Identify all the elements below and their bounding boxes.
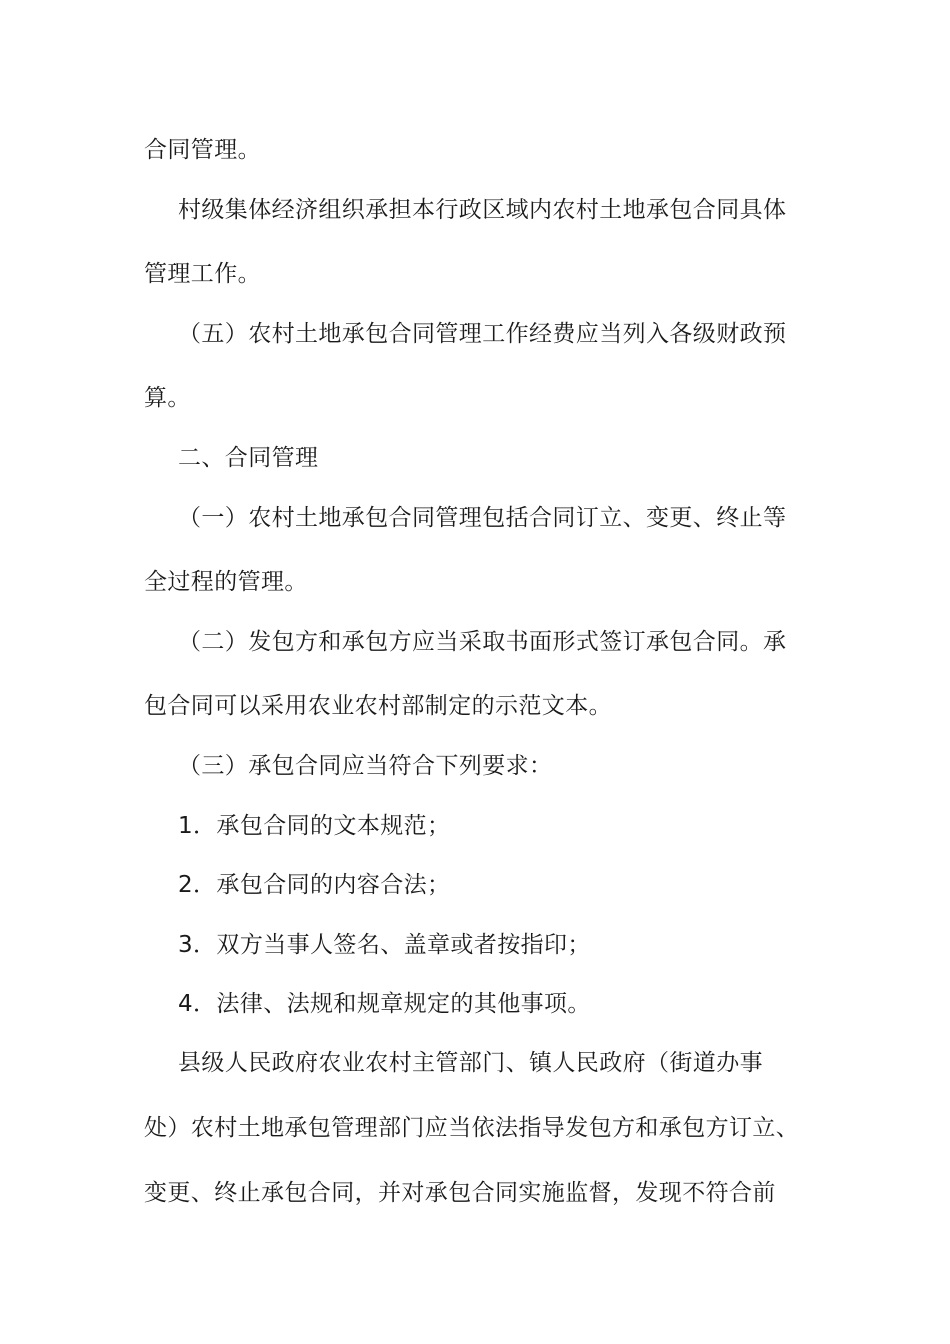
- paragraph-line: （一）农村土地承包合同管理包括合同订立、变更、终止等: [178, 505, 787, 531]
- list-item: 1．承包合同的文本规范；: [178, 813, 451, 839]
- paragraph-line: 村级集体经济组织承担本行政区域内农村土地承包合同具体: [178, 197, 787, 223]
- paragraph-line: （三）承包合同应当符合下列要求：: [178, 753, 553, 779]
- paragraph-line: 管理工作。: [144, 261, 261, 287]
- paragraph-line: 算。: [144, 385, 191, 411]
- list-item: 3．双方当事人签名、盖章或者按指印；: [178, 932, 591, 958]
- paragraph-line: 全过程的管理。: [144, 569, 308, 595]
- list-item: 4．法律、法规和规章规定的其他事项。: [178, 991, 591, 1017]
- paragraph-line: （二）发包方和承包方应当采取书面形式签订承包合同。承: [178, 629, 787, 655]
- paragraph-line: 合同管理。: [144, 137, 261, 163]
- paragraph-line: 处）农村土地承包管理部门应当依法指导发包方和承包方订立、: [144, 1115, 800, 1141]
- paragraph-line: （五）农村土地承包合同管理工作经费应当列入各级财政预: [178, 321, 787, 347]
- paragraph-line: 包合同可以采用农业农村部制定的示范文本。: [144, 693, 612, 719]
- paragraph-line: 县级人民政府农业农村主管部门、镇人民政府（街道办事: [178, 1050, 763, 1076]
- paragraph-line: 变更、终止承包合同，并对承包合同实施监督，发现不符合前: [144, 1180, 776, 1206]
- list-item: 2．承包合同的内容合法；: [178, 872, 451, 898]
- section-heading: 二、合同管理: [178, 445, 319, 471]
